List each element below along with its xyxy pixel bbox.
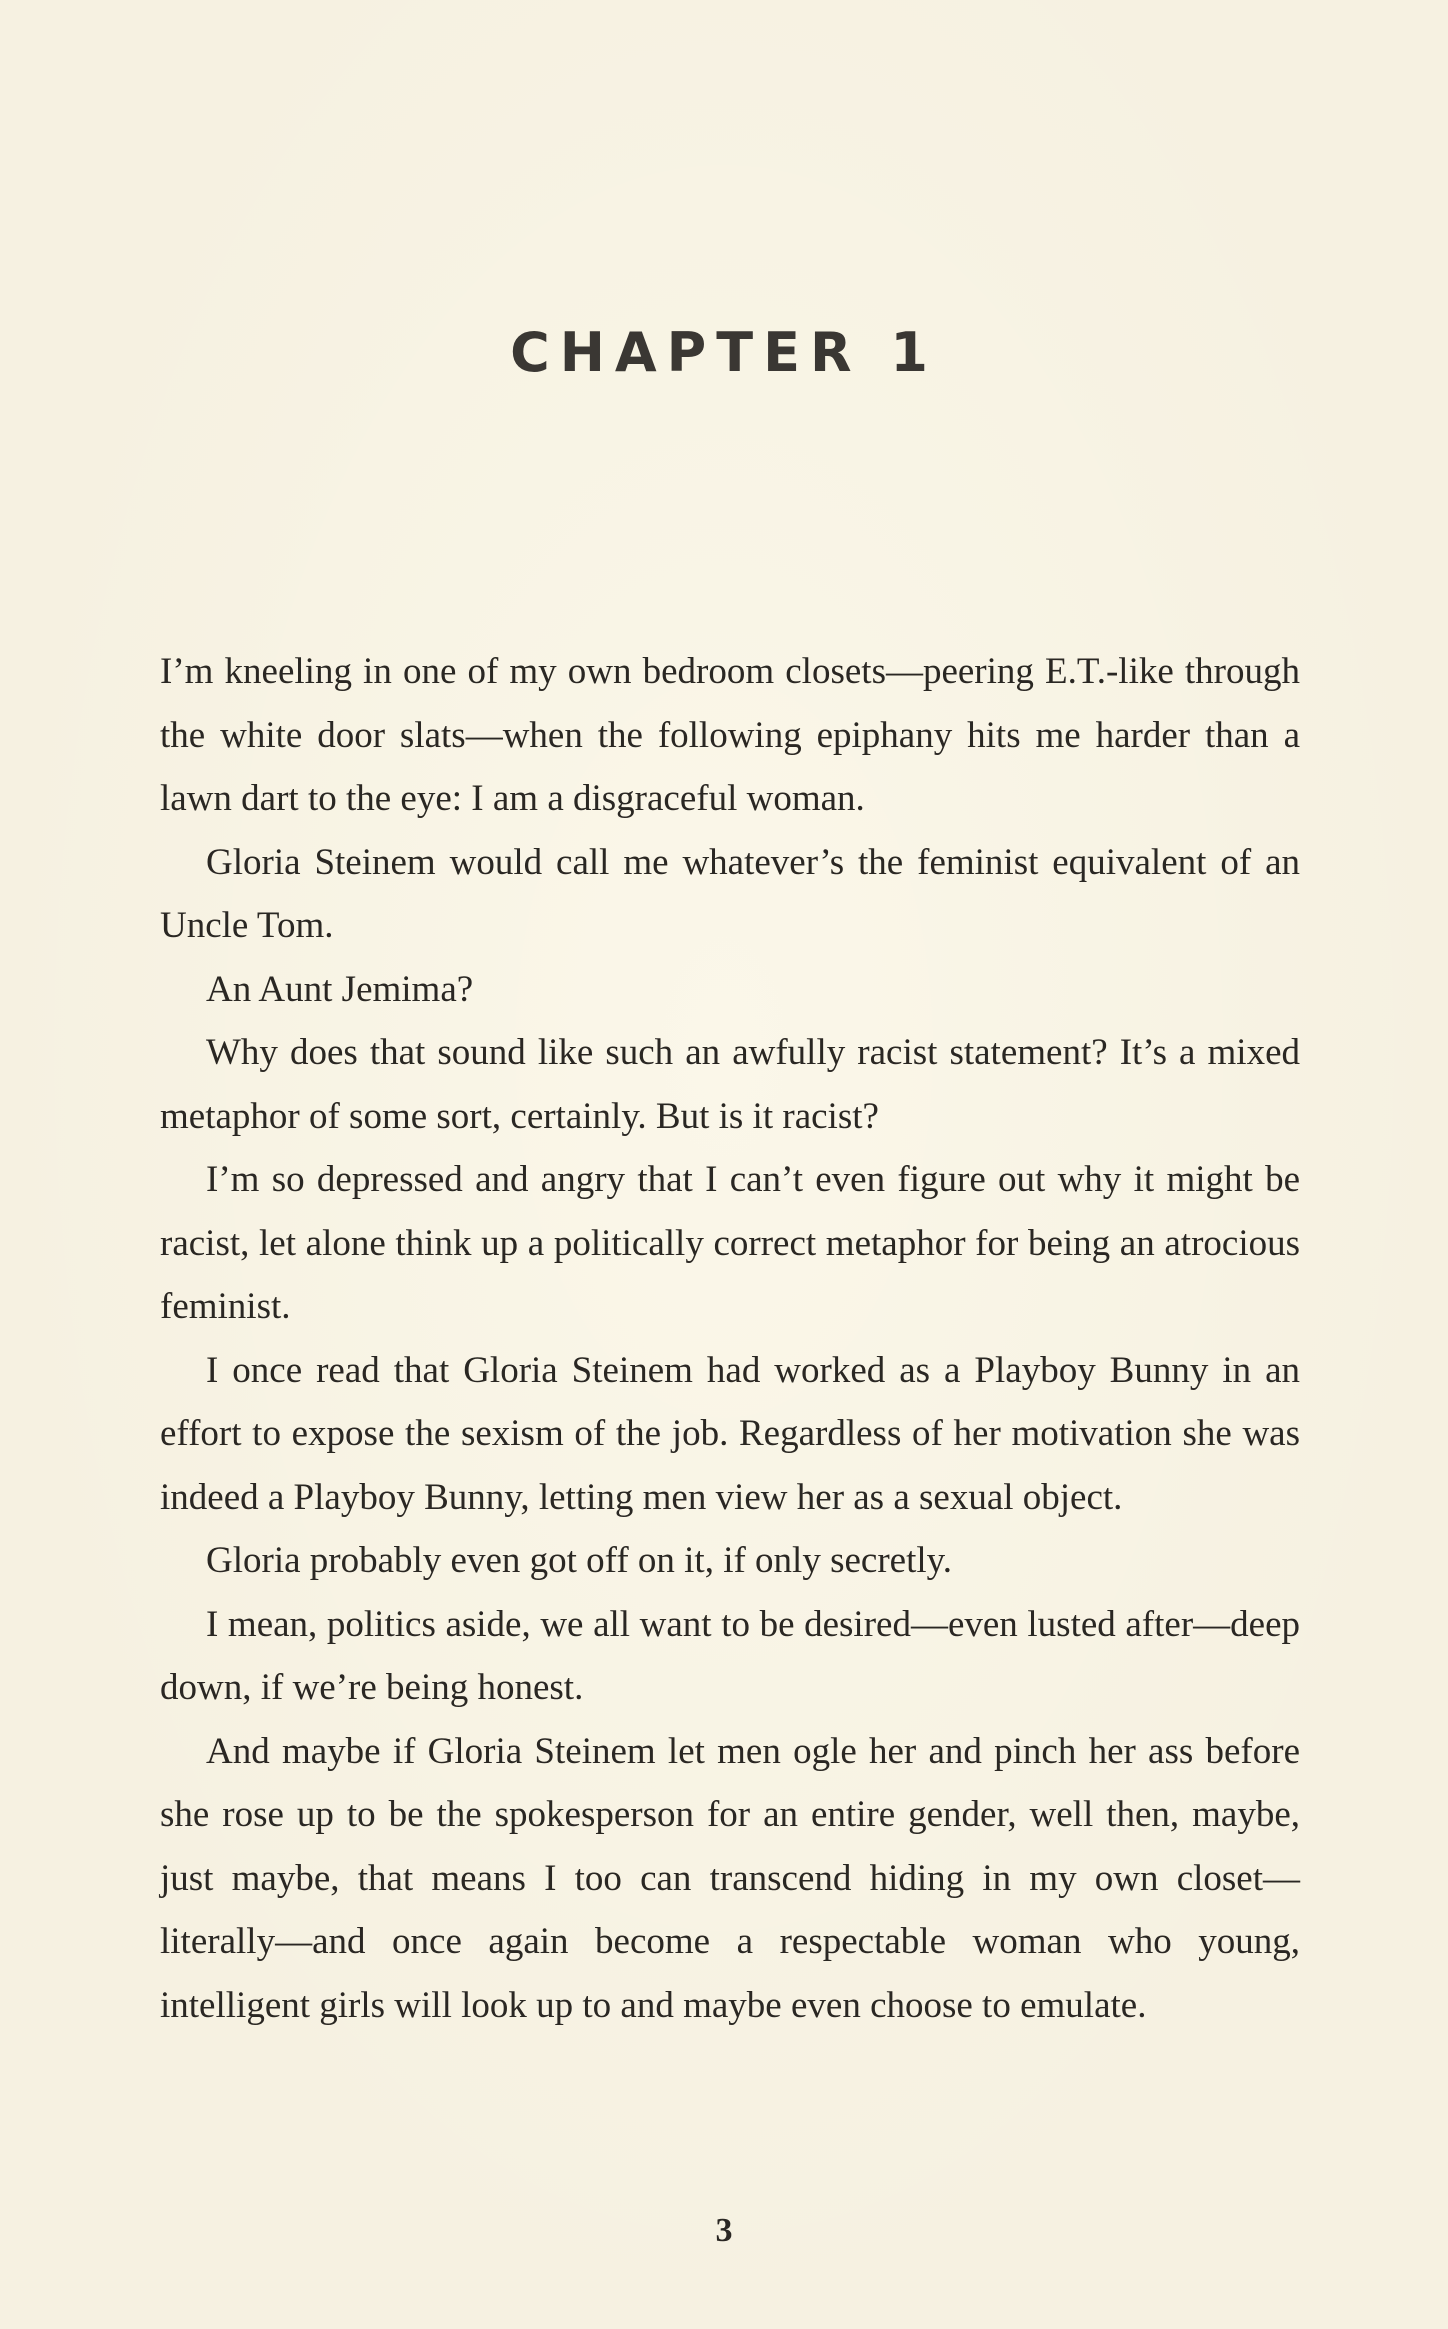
paragraph: I’m so depressed and angry that I can’t even figure out why it might be racist, let alone think up a politically correct metaphor for being an atrocious feminist. (160, 1159, 1300, 1327)
page-number: 3 (715, 2212, 733, 2249)
paragraph: I mean, politics aside, we all want to be desired—even lusted after—deep down, if we’re being honest. (160, 1603, 1300, 1708)
paragraph: I once read that Gloria Steinem had worked as a Playboy Bunny in an effort to expose the sexism of the job. Regardless of her motivation she was indeed a Playboy Bunny, letting men view her as a sexual object. (160, 1349, 1300, 1518)
paragraph: Gloria probably even got off on it, if only secretly. (206, 1540, 952, 1581)
paragraph: And maybe if Gloria Steinem let men ogle her and pinch her ass before she rose up to be the spokesperson for an entire gender, well then, maybe, just maybe, that means I too can transcend hiding in my own closet—literally—and once again become a respectable woman who young, intelligent girls will look up to and maybe even choose to emulate. (160, 1730, 1300, 2026)
body-text (160, 640, 1300, 2037)
paragraph: Gloria Steinem would call me whatever’s the feminist equivalent of an Uncle Tom. (160, 841, 1300, 946)
paragraph: An Aunt Jemima? (206, 968, 474, 1010)
paragraph: Why does that sound like such an awfully racist statement? It’s a mixed metaphor of some sort, certainly. But is it racist? (160, 1032, 1300, 1137)
paragraph: I’m kneeling in one of my own bedroom closets—peering E.T.-like through the white door slats—when the following epiphany hits me harder than a lawn dart to the eye: I am a disgraceful woman. (160, 651, 1300, 819)
chapter-title: CHAPTER 1 (510, 321, 938, 384)
